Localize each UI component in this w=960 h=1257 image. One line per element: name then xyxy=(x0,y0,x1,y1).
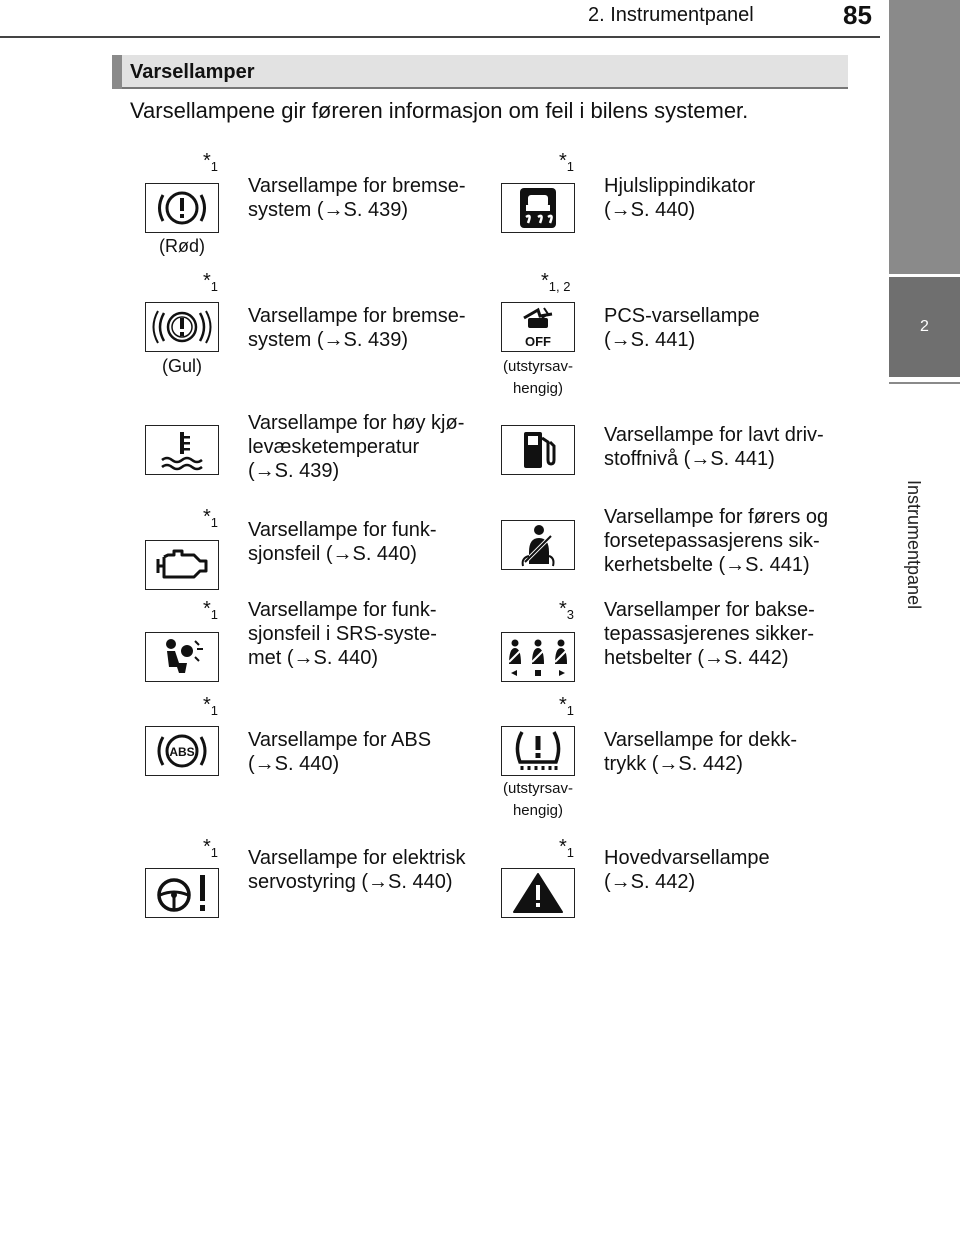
lamp-icon-box xyxy=(145,632,219,682)
lamp-description: Varsellampe for dekk- trykk (→S. 442) xyxy=(604,729,798,775)
lamp-icon-box xyxy=(145,726,219,776)
lamp-description: Varsellampe for elektrisk servostyring (→S. 440) xyxy=(248,847,466,893)
page-number: 85 xyxy=(843,0,872,30)
seatbelt-icon xyxy=(513,522,563,568)
lamp-note: (utstyrsav- hengig) xyxy=(502,358,573,397)
footnote-marker: $*_1$ xyxy=(559,150,575,174)
lamp-description: Varsellamper for bakse- tepassasjerenes sikker- hetsbelter (→S. 442) xyxy=(604,599,815,669)
footnote-marker: $*_1$ xyxy=(203,598,219,622)
lamp-description: Varsellampe for funk- sjonsfeil i SRS-syste- met (→S. 440) xyxy=(248,599,437,669)
footnote-marker: $*_3$ xyxy=(559,598,575,622)
rear-seatbelt-icon xyxy=(503,636,573,678)
chapter-sidebar xyxy=(889,0,960,1257)
lamp-icon-box xyxy=(145,868,219,918)
pcs-off-label: OFF xyxy=(525,334,551,349)
srs-airbag-icon xyxy=(157,635,207,679)
lamp-note: (Rød) xyxy=(159,236,205,256)
lamp-icon-box xyxy=(501,726,575,776)
abs-label: ABS xyxy=(169,745,195,759)
intro-text: Varsellampene gir føreren informasjon om feil i bilens systemer. xyxy=(130,98,749,123)
lamp-icon-box xyxy=(145,540,219,590)
footnote-marker: $*_{1, 2}$ xyxy=(541,270,571,294)
sidebar-bar xyxy=(889,0,960,274)
footnote-marker: $*_1$ xyxy=(203,150,219,174)
footnote-marker: $*_1$ xyxy=(203,506,219,530)
engine-check-icon xyxy=(152,545,212,585)
lamp-description: Hjulslippindikator (→S. 440) xyxy=(604,175,756,221)
lamp-icon-box xyxy=(145,302,219,352)
lamp-icon-box xyxy=(145,183,219,233)
section-title: Varsellamper xyxy=(130,61,255,83)
abs-icon xyxy=(150,729,214,773)
footnote-marker: $*_1$ xyxy=(203,836,219,860)
lamp-note: (Gul) xyxy=(162,356,202,376)
lamp-description: Varsellampe for høy kjø- levæsketemperatur (→S. 439) xyxy=(248,412,465,482)
lamp-description: Varsellampe for førers og forsetepassasjerens sik- kerhetsbelte (→S. 441) xyxy=(604,506,829,576)
lamp-description: PCS-varsellampe (→S. 441) xyxy=(604,305,760,351)
lamp-note: (utstyrsav- hengig) xyxy=(502,780,573,819)
lamp-description: Varsellampe for lavt driv- stoffnivå (→S. 441) xyxy=(604,424,824,470)
chapter-label: Instrumentpanel xyxy=(904,480,924,610)
chapter-tab: 2 xyxy=(889,277,960,377)
pcs-off-icon xyxy=(508,304,568,350)
lamp-icon-box xyxy=(501,183,575,233)
tire-pressure-icon xyxy=(508,728,568,774)
sidebar-divider xyxy=(889,382,960,384)
lamp-icon-box xyxy=(501,425,575,475)
footnote-marker: $*_1$ xyxy=(559,694,575,718)
brake-system-icon xyxy=(150,305,214,349)
brake-warning-icon xyxy=(152,186,212,230)
lamp-icon-box xyxy=(145,425,219,475)
footnote-marker: $*_1$ xyxy=(559,836,575,860)
lamp-icon-box xyxy=(501,632,575,682)
lamp-description: Varsellampe for ABS (→S. 440) xyxy=(248,729,432,775)
lamp-description: Varsellampe for bremse- system (→S. 439) xyxy=(248,305,466,351)
lamp-description: Hovedvarsellampe (→S. 442) xyxy=(604,847,770,893)
lamp-description: Varsellampe for bremse- system (→S. 439) xyxy=(248,175,466,221)
power-steering-icon xyxy=(150,871,214,915)
footnote-marker: $*_1$ xyxy=(203,694,219,718)
lamp-description: Varsellampe for funk- sjonsfeil (→S. 440) xyxy=(248,519,437,565)
lamp-icon-box xyxy=(501,868,575,918)
lamp-icon-box xyxy=(501,302,575,352)
chapter-header-title: 2. Instrumentpanel xyxy=(588,4,754,26)
header-rule xyxy=(0,36,880,38)
footnote-marker: $*_1$ xyxy=(203,270,219,294)
fuel-level-icon xyxy=(518,428,558,472)
lamp-icon-box xyxy=(501,520,575,570)
master-warning-icon xyxy=(511,871,565,915)
slip-indicator-icon xyxy=(518,187,558,229)
section-heading-accent xyxy=(112,55,122,89)
coolant-temperature-icon xyxy=(157,428,207,472)
